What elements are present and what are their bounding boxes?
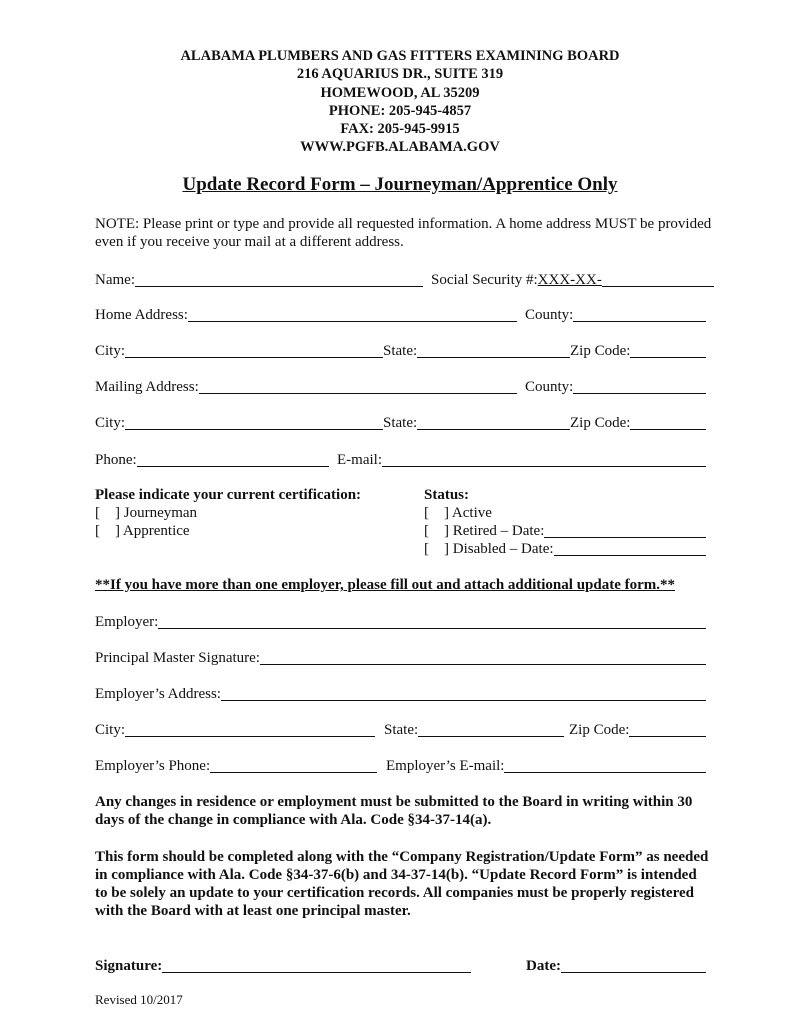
city-input-line[interactable] [125, 722, 375, 737]
retired-checkbox[interactable]: [ ] Retired – Date: [424, 523, 545, 539]
employer-email-line[interactable] [504, 758, 706, 773]
employer-state-field[interactable] [384, 722, 564, 739]
principal-signature-row [95, 649, 706, 667]
state-label: State: [383, 415, 418, 431]
phone-email-row [95, 451, 706, 469]
city-label: City: [95, 343, 126, 359]
home-county-field[interactable] [525, 307, 706, 324]
name-row [95, 271, 706, 289]
phone-label: Phone: [95, 452, 137, 468]
city-input-line[interactable] [125, 415, 383, 430]
home-address-label: Home Address: [95, 307, 188, 323]
employer-field[interactable] [95, 614, 706, 631]
state-label: State: [383, 343, 418, 359]
compliance-paragraph: Any changes in residence or employment must be submitted to the Board in writing within 30 days of the change in compliance with Ala. Code §34-37-14(a). [95, 794, 693, 828]
active-checkbox[interactable]: [ ] Active [424, 505, 492, 521]
mailing-address-input-line[interactable] [199, 379, 517, 394]
employer-label: Employer: [95, 614, 159, 630]
city-input-line[interactable] [125, 343, 383, 358]
ssn-input-line[interactable] [602, 272, 714, 287]
board-header [0, 47, 800, 157]
mailing-address-label: Mailing Address: [95, 379, 199, 395]
revision-note: Revised 10/2017 [95, 992, 183, 1007]
county-label: County: [525, 307, 574, 323]
signature-label: Signature: [95, 958, 163, 974]
county-input-line[interactable] [573, 307, 706, 322]
employer-phone-field[interactable] [95, 758, 377, 775]
apprentice-checkbox[interactable]: [ ] Apprentice [95, 523, 190, 539]
email-label: E-mail: [337, 452, 382, 468]
home-address-input-line[interactable] [188, 307, 517, 322]
header-line: 216 AQUARIUS DR., SUITE 319 [296, 66, 504, 83]
employer-email-label: Employer’s E-mail: [386, 758, 505, 774]
principal-signature-field[interactable] [95, 650, 706, 667]
journeyman-checkbox[interactable]: [ ] Journeyman [95, 505, 198, 521]
ssn-label: Social Security #: [431, 272, 538, 288]
employer-address-line[interactable] [221, 686, 706, 701]
date-field[interactable] [526, 958, 706, 975]
employer-row [95, 613, 706, 631]
employer-note: **If you have more than one employer, please fill out and attach additional update form.** [95, 577, 676, 593]
mailing-state-field[interactable] [383, 415, 570, 432]
zip-label: Zip Code: [569, 722, 630, 738]
county-input-line[interactable] [573, 379, 706, 394]
certification-heading: Please indicate your current certification: [95, 487, 362, 503]
header-line: HOMEWOOD, AL 35209 [320, 84, 480, 101]
phone-field[interactable] [95, 452, 329, 469]
email-field[interactable] [337, 452, 706, 469]
mailing-address-field[interactable] [95, 379, 517, 396]
signature-row [95, 957, 706, 975]
ssn-prefix: XXX-XX- [537, 272, 602, 288]
form-title: Update Record Form – Journeyman/Apprentice Only [182, 174, 618, 195]
employer-input-line[interactable] [158, 614, 706, 629]
retired-option[interactable] [424, 522, 706, 540]
phone-input-line[interactable] [137, 452, 329, 467]
date-label: Date: [526, 958, 561, 974]
disabled-checkbox[interactable]: [ ] Disabled – Date: [424, 541, 554, 557]
employer-address-label: Employer’s Address: [95, 686, 221, 702]
mailing-city-field[interactable] [95, 415, 383, 432]
home-zip-field[interactable] [570, 343, 706, 360]
zip-label: Zip Code: [570, 415, 631, 431]
ssn-field[interactable] [431, 272, 714, 289]
zip-label: Zip Code: [570, 343, 631, 359]
note-text: NOTE: Please print or type and provide all requested information. A home address MUST be provided even if you receive your mail at a different address. [95, 216, 712, 250]
retired-date-line[interactable] [544, 523, 706, 538]
status-heading: Status: [424, 487, 470, 503]
employer-contact-row [95, 757, 706, 775]
home-address-field[interactable] [95, 307, 517, 324]
disabled-date-line[interactable] [554, 541, 706, 556]
zip-input-line[interactable] [630, 415, 706, 430]
signature-field[interactable] [95, 958, 471, 975]
disabled-option[interactable] [424, 540, 706, 558]
home-city-row [95, 342, 706, 360]
signature-line[interactable] [162, 958, 471, 973]
header-line: PHONE: 205-945-4857 [328, 102, 472, 119]
header-line: ALABAMA PLUMBERS AND GAS FITTERS EXAMINING BOARD [180, 48, 620, 64]
employer-phone-line[interactable] [210, 758, 377, 773]
header-line: WWW.PGFB.ALABAMA.GOV [300, 139, 500, 156]
principal-signature-label: Principal Master Signature: [95, 650, 260, 666]
state-input-line[interactable] [417, 415, 570, 430]
email-input-line[interactable] [382, 452, 706, 467]
state-input-line[interactable] [418, 722, 564, 737]
state-input-line[interactable] [417, 343, 570, 358]
date-line[interactable] [561, 958, 706, 973]
city-label: City: [95, 722, 126, 738]
employer-city-field[interactable] [95, 722, 375, 739]
name-input-line[interactable] [135, 272, 423, 287]
employer-address-field[interactable] [95, 686, 706, 703]
mailing-county-field[interactable] [525, 379, 706, 396]
employer-city-row [95, 721, 706, 739]
zip-input-line[interactable] [629, 722, 706, 737]
status-section [424, 486, 706, 558]
home-address-row [95, 306, 706, 324]
home-city-field[interactable] [95, 343, 383, 360]
state-label: State: [384, 722, 419, 738]
employer-address-row [95, 685, 706, 703]
home-state-field[interactable] [383, 343, 570, 360]
mailing-city-row [95, 414, 706, 432]
county-label: County: [525, 379, 574, 395]
name-field[interactable] [95, 272, 423, 289]
header-line: FAX: 205-945-9915 [340, 121, 460, 138]
certification-section [95, 486, 361, 540]
employer-email-field[interactable] [386, 758, 706, 775]
mailing-address-row [95, 378, 706, 396]
employer-zip-field[interactable] [569, 722, 706, 739]
city-label: City: [95, 415, 126, 431]
employer-phone-label: Employer’s Phone: [95, 758, 211, 774]
name-label: Name: [95, 272, 135, 288]
mailing-zip-field[interactable] [570, 415, 706, 432]
principal-signature-line[interactable] [260, 650, 706, 665]
zip-input-line[interactable] [630, 343, 706, 358]
registration-paragraph: This form should be completed along with the “Company Registration/Update Form” as needed in compliance with Ala. Code §34-37-6(b) and 34-37-14(b). “Update Record Form” is intended to be solely an update to your certification records. All companies must be properly registered with the Board with at least one principal master. [95, 849, 709, 919]
